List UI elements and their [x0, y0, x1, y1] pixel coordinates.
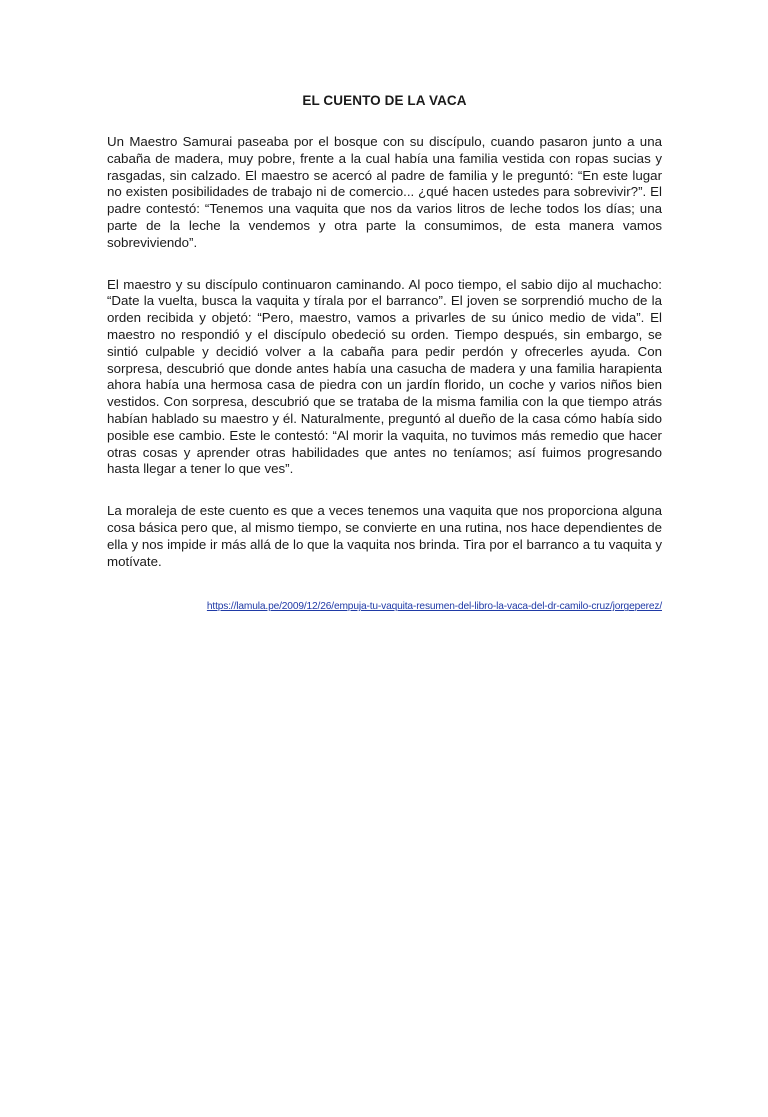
source-link[interactable]: https://lamula.pe/2009/12/26/empuja-tu-vaquita-resumen-del-libro-la-vaca-del-dr-camilo-cruz/jorgeperez/	[206, 601, 662, 613]
document-page	[0, 93, 768, 1117]
paragraph-1: Un Maestro Samurai paseaba por el bosque con su discípulo, cuando pasaron junto a una cabaña de madera, muy pobre, frente a la cual había una familia vestida con ropas sucias y rasgadas, sin calzado. El maestro se acercó al padre de familia y le preguntó: “En este lugar no existen posibilidades de trabajo ni de comercio... ¿qué hacen ustedes para sobrevivir?”. El padre contestó: “Tenemos una vaquita que nos da varios litros de leche todos los días; una parte de la leche la vendemos y otra parte la consumimos, de esta manera vamos sobreviviendo”.	[107, 134, 662, 250]
document-title: EL CUENTO DE LA VACA	[302, 93, 467, 108]
paragraph-2: El maestro y su discípulo continuaron caminando. Al poco tiempo, el sabio dijo al muchacho: “Date la vuelta, busca la vaquita y tírala por el barranco”. El joven se sorprendió mucho de la orden recibida y objetó: “Pero, maestro, vamos a privarles de su único medio de vida”. El maestro no respondió y el discípulo obedeció su orden. Tiempo después, sin embargo, se sintió culpable y decidió volver a la cabaña para pedir perdón y ofrecerles ayuda. Con sorpresa, descubrió que donde antes había una casucha de madera y una familia harapienta ahora había una hermosa casa de piedra con un jardín florido, un coche y varios niños bien vestidos. Con sorpresa, descubrió que se trataba de la misma familia con la que tiempo atrás habían hablado su maestro y él. Naturalmente, preguntó al dueño de la casa cómo había sido posible ese cambio. Este le contestó: “Al morir la vaquita, no tuvimos más remedio que hacer otras cosas y aprender otras habilidades que antes no teníamos; así fuimos progresando hasta llegar a tener lo que ves”.	[107, 276, 662, 477]
source-link-row	[107, 600, 662, 614]
paragraph-3: La moraleja de este cuento es que a veces tenemos una vaquita que nos proporciona alguna cosa básica pero que, al mismo tiempo, se convierte en una rutina, nos hace dependientes de ella y nos impide ir más allá de lo que la vaquita nos brinda. Tira por el barranco a tu vaquita y motívate.	[107, 503, 662, 569]
